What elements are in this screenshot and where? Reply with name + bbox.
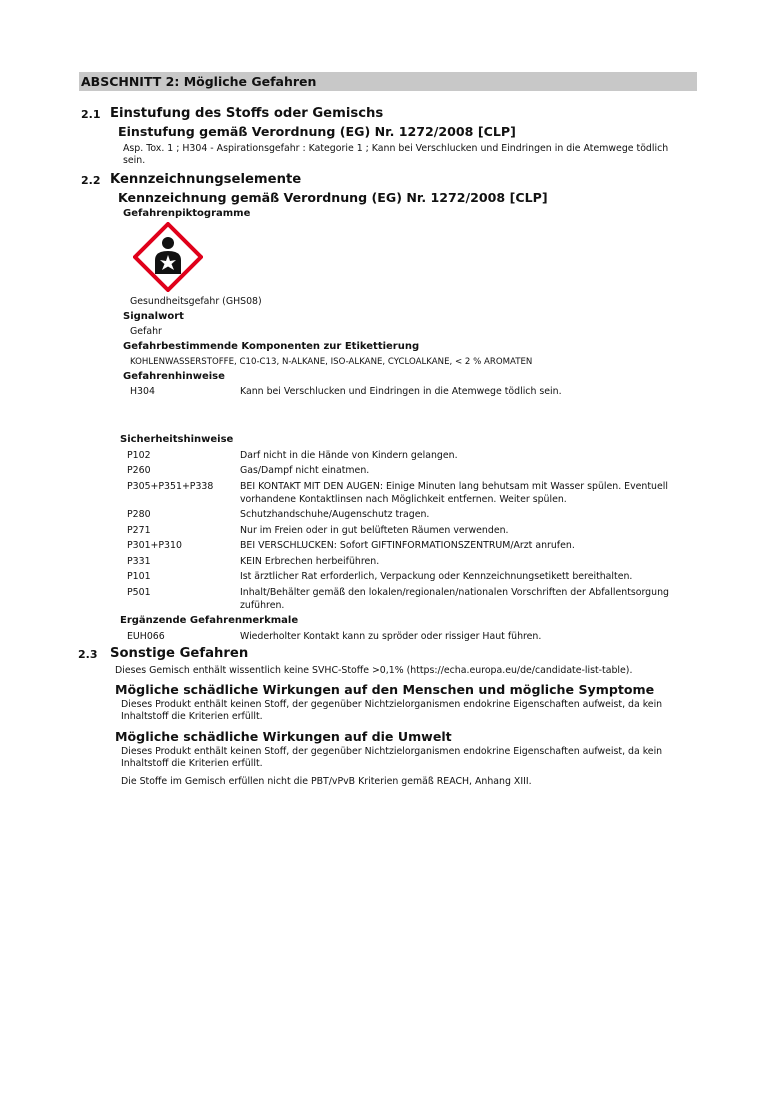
safety-code: P271	[127, 525, 151, 536]
safety-code: P101	[127, 571, 151, 582]
safety-text: KEIN Erbrechen herbeiführen.	[240, 556, 380, 567]
components-value: KOHLENWASSERSTOFFE, C10-C13, N-ALKANE, ISO-ALKANE, CYCLOALKANE, < 2 % AROMATEN	[130, 357, 533, 367]
human-effects-title: Mögliche schädliche Wirkungen auf den Menschen und mögliche Symptome	[115, 682, 655, 697]
safety-code: P280	[127, 509, 151, 520]
health-hazard-icon	[133, 222, 203, 292]
section-title: Kennzeichnungselemente	[110, 172, 302, 187]
signal-word-label: Signalwort	[123, 311, 184, 322]
hazard-statements-label: Gefahrenhinweise	[123, 371, 225, 382]
pbt-text: Die Stoffe im Gemisch erfüllen nicht die PBT/vPvB Kriterien gemäß REACH, Anhang XIII.	[121, 776, 532, 787]
section-title: Einstufung des Stoffs oder Gemischs	[110, 106, 384, 121]
safety-text-cont: zuführen.	[240, 600, 285, 611]
classification-text: Asp. Tox. 1 ; H304 - Aspirationsgefahr : Kategorie 1 ; Kann bei Verschlucken und Eindringen in die Atemwege tödlich	[123, 143, 669, 154]
safety-text: Schutzhandschuhe/Augenschutz tragen.	[240, 509, 430, 520]
safety-code: P260	[127, 465, 151, 476]
environment-effects-text-cont: Inhaltstoff die Kriterien erfüllt.	[121, 758, 263, 769]
precautionary-statements-label: Sicherheitshinweise	[120, 434, 234, 445]
safety-text: Nur im Freien oder in gut belüfteten Räumen verwenden.	[240, 525, 509, 536]
section-header: ABSCHNITT 2: Mögliche Gefahren	[79, 72, 697, 91]
section-number: 2.2	[81, 174, 101, 187]
section-title: Sonstige Gefahren	[110, 646, 249, 661]
safety-code: P305+P351+P338	[127, 481, 214, 492]
safety-text: BEI VERSCHLUCKEN: Sofort GIFTINFORMATIONSZENTRUM/Arzt anrufen.	[240, 540, 575, 551]
additional-hazard-text: Wiederholter Kontakt kann zu spröder oder rissiger Haut führen.	[240, 631, 542, 642]
signal-word-value: Gefahr	[130, 326, 162, 337]
svhc-text: Dieses Gemisch enthält wissentlich keine SVHC-Stoffe >0,1% (https://echa.europa.eu/de/candidate-list-table).	[115, 665, 633, 676]
human-effects-text-cont: Inhaltstoff die Kriterien erfüllt.	[121, 711, 263, 722]
additional-hazard-code: EUH066	[127, 631, 165, 642]
subsection-title: Kennzeichnung gemäß Verordnung (EG) Nr. 1272/2008 [CLP]	[118, 190, 548, 205]
safety-text: Darf nicht in die Hände von Kindern gelangen.	[240, 450, 458, 461]
section-number: 2.1	[81, 108, 101, 121]
environment-effects-title: Mögliche schädliche Wirkungen auf die Umwelt	[115, 729, 452, 744]
hazard-code: H304	[130, 386, 155, 397]
components-label: Gefahrbestimmende Komponenten zur Etikettierung	[123, 341, 420, 352]
safety-text: Gas/Dampf nicht einatmen.	[240, 465, 370, 476]
safety-code: P301+P310	[127, 540, 182, 551]
environment-effects-text: Dieses Produkt enthält keinen Stoff, der gegenüber Nichtzielorganismen endokrine Eigenschaften aufweist, da kein	[121, 746, 663, 757]
safety-text: Ist ärztlicher Rat erforderlich, Verpackung oder Kennzeichnungsetikett bereithalten.	[240, 571, 633, 582]
safety-code: P501	[127, 587, 151, 598]
section-number: 2.3	[78, 648, 98, 661]
safety-text-cont: vorhandene Kontaktlinsen nach Möglichkeit entfernen. Weiter spülen.	[240, 494, 567, 505]
human-effects-text: Dieses Produkt enthält keinen Stoff, der gegenüber Nichtzielorganismen endokrine Eigenschaften aufweist, da kein	[121, 699, 663, 710]
hazard-text: Kann bei Verschlucken und Eindringen in die Atemwege tödlich sein.	[240, 386, 562, 397]
safety-text: BEI KONTAKT MIT DEN AUGEN: Einige Minuten lang behutsam mit Wasser spülen. Eventuell	[240, 481, 668, 492]
safety-code: P102	[127, 450, 151, 461]
pictograms-label: Gefahrenpiktogramme	[123, 208, 251, 219]
pictogram-caption: Gesundheitsgefahr (GHS08)	[130, 296, 262, 307]
classification-text-cont: sein.	[123, 155, 146, 166]
safety-code: P331	[127, 556, 151, 567]
additional-hazards-label: Ergänzende Gefahrenmerkmale	[120, 615, 299, 626]
subsection-title: Einstufung gemäß Verordnung (EG) Nr. 1272/2008 [CLP]	[118, 124, 516, 139]
safety-text: Inhalt/Behälter gemäß den lokalen/regionalen/nationalen Vorschriften der Abfallentsorgung	[240, 587, 669, 598]
